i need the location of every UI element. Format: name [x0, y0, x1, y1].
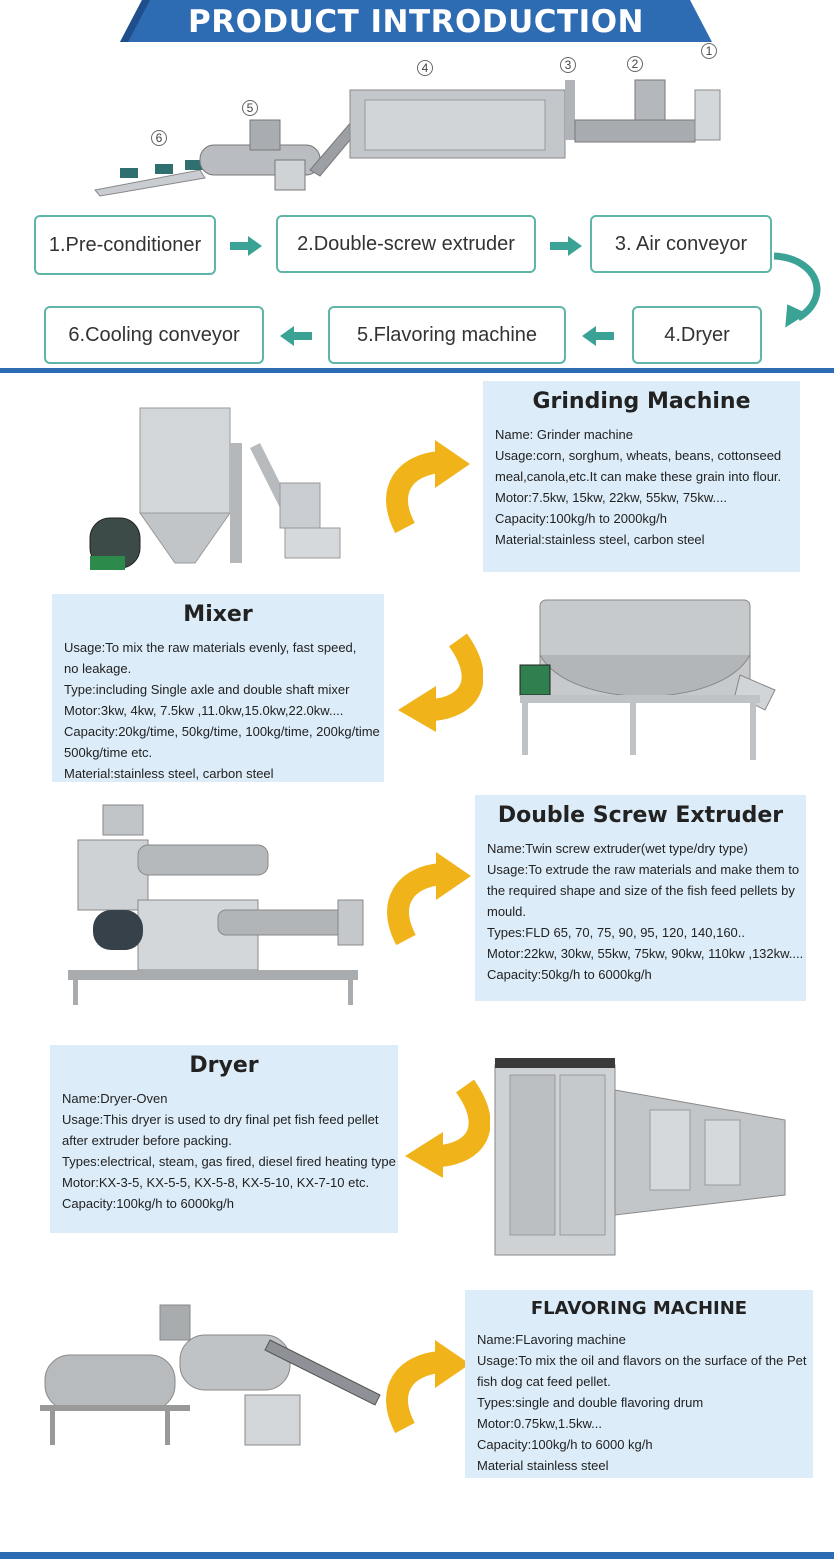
line-number-3: 3 [560, 57, 576, 73]
extruder-line: Usage:To extrude the raw materials and make them to [487, 862, 800, 877]
grinding-info-panel [483, 381, 800, 572]
mixer-line: Motor:3kw, 4kw, 7.5kw ,11.0kw,15.0kw,22.0kw.... [64, 703, 344, 718]
grinder-machine-image [80, 388, 360, 578]
flavoring-title: FLAVORING MACHINE [530, 1298, 748, 1319]
mixer-machine-image [510, 595, 780, 770]
flavoring-info-panel [465, 1290, 813, 1478]
banner-title: PRODUCT INTRODUCTION [187, 4, 645, 40]
curved-arrow-icon [385, 1340, 470, 1435]
production-line-illustration [90, 44, 740, 200]
extruder-line: Types:FLD 65, 70, 75, 90, 95, 120, 140,160.. [487, 925, 746, 940]
mixer-line: Material:stainless steel, carbon steel [64, 766, 274, 781]
extruder-line: Name:Twin screw extruder(wet type/dry type) [487, 841, 748, 856]
flavoring-line: Capacity:100kg/h to 6000 kg/h [477, 1437, 653, 1452]
line-number-2: 2 [627, 56, 643, 72]
extruder-line: mould. [487, 904, 527, 919]
line-number-6: 6 [151, 130, 167, 146]
mixer-info-panel [52, 594, 384, 782]
curved-arrow-icon [405, 1078, 490, 1178]
curved-arrow-down-icon [768, 248, 828, 338]
extruder-line: the required shape and size of the fish feed pellets by [487, 883, 795, 898]
grinding-line: Capacity:100kg/h to 2000kg/h [495, 511, 668, 526]
dryer-line: after extruder before packing. [62, 1133, 232, 1148]
curved-arrow-icon [398, 632, 483, 732]
flavoring-line: Name:FLavoring machine [477, 1332, 626, 1347]
mixer-line: Type:including Single axle and double shaft mixer [64, 682, 350, 697]
divider-bottom [0, 1552, 834, 1559]
flavoring-line: Motor:0.75kw,1.5kw... [477, 1416, 603, 1431]
arrow-right-icon [230, 236, 262, 256]
line-number-4: 4 [417, 60, 433, 76]
line-number-1: 1 [701, 43, 717, 59]
step-cooling-conveyor: 6.Cooling conveyor [44, 306, 264, 364]
flavoring-line: Material stainless steel [477, 1458, 609, 1473]
flavoring-machine-image [40, 1300, 385, 1460]
grinding-line: Usage:corn, sorghum, wheats, beans, cottonseed [495, 448, 782, 463]
flavoring-line: Usage:To mix the oil and flavors on the surface of the Pet [477, 1353, 807, 1368]
line-number-5: 5 [242, 100, 258, 116]
step-double-screw-extruder: 2.Double-screw extruder [276, 215, 536, 273]
step-flavoring-machine: 5.Flavoring machine [328, 306, 566, 364]
extruder-info-panel [475, 795, 806, 1001]
extruder-line: Capacity:50kg/h to 6000kg/h [487, 967, 652, 982]
dryer-line: Capacity:100kg/h to 6000kg/h [62, 1196, 235, 1211]
grinding-line: Material:stainless steel, carbon steel [495, 532, 705, 547]
mixer-title: Mixer [183, 602, 253, 627]
flavoring-line: fish dog cat feed pellet. [477, 1374, 611, 1389]
dryer-machine-image [490, 1050, 790, 1265]
flavoring-line: Types:single and double flavoring drum [477, 1395, 704, 1410]
arrow-left-icon [280, 326, 312, 346]
step-pre-conditioner: 1.Pre-conditioner [34, 215, 216, 275]
grinding-title: Grinding Machine [532, 389, 751, 414]
dryer-line: Name:Dryer-Oven [62, 1091, 168, 1106]
step-dryer: 4.Dryer [632, 306, 762, 364]
extruder-machine-image [68, 800, 368, 1010]
arrow-right-icon [550, 236, 582, 256]
extruder-title: Double Screw Extruder [497, 803, 784, 828]
curved-arrow-icon [385, 440, 470, 535]
divider-top [0, 368, 834, 373]
dryer-title: Dryer [189, 1053, 259, 1078]
curved-arrow-icon [386, 852, 471, 947]
mixer-line: 500kg/time etc. [64, 745, 153, 760]
dryer-line: Motor:KX-3-5, KX-5-5, KX-5-8, KX-5-10, KX-7-10 etc. [62, 1175, 370, 1190]
mixer-line: Usage:To mix the raw materials evenly, fast speed, [64, 640, 357, 655]
mixer-line: no leakage. [64, 661, 132, 676]
dryer-line: Types:electrical, steam, gas fired, diesel fired heating type [62, 1154, 396, 1169]
arrow-left-icon [582, 326, 614, 346]
grinding-line: Motor:7.5kw, 15kw, 22kw, 55kw, 75kw.... [495, 490, 727, 505]
dryer-info-panel [50, 1045, 398, 1233]
step-air-conveyor: 3. Air conveyor [590, 215, 772, 273]
extruder-line: Motor:22kw, 30kw, 55kw, 75kw, 90kw, 110kw ,132kw.... [487, 946, 804, 961]
mixer-line: Capacity:20kg/time, 50kg/time, 100kg/time, 200kg/time [64, 724, 380, 739]
grinding-line: Name: Grinder machine [495, 427, 633, 442]
title-banner [120, 0, 712, 42]
dryer-line: Usage:This dryer is used to dry final pet fish feed pellet [62, 1112, 379, 1127]
grinding-line: meal,canola,etc.It can make these grain into flour. [495, 469, 782, 484]
